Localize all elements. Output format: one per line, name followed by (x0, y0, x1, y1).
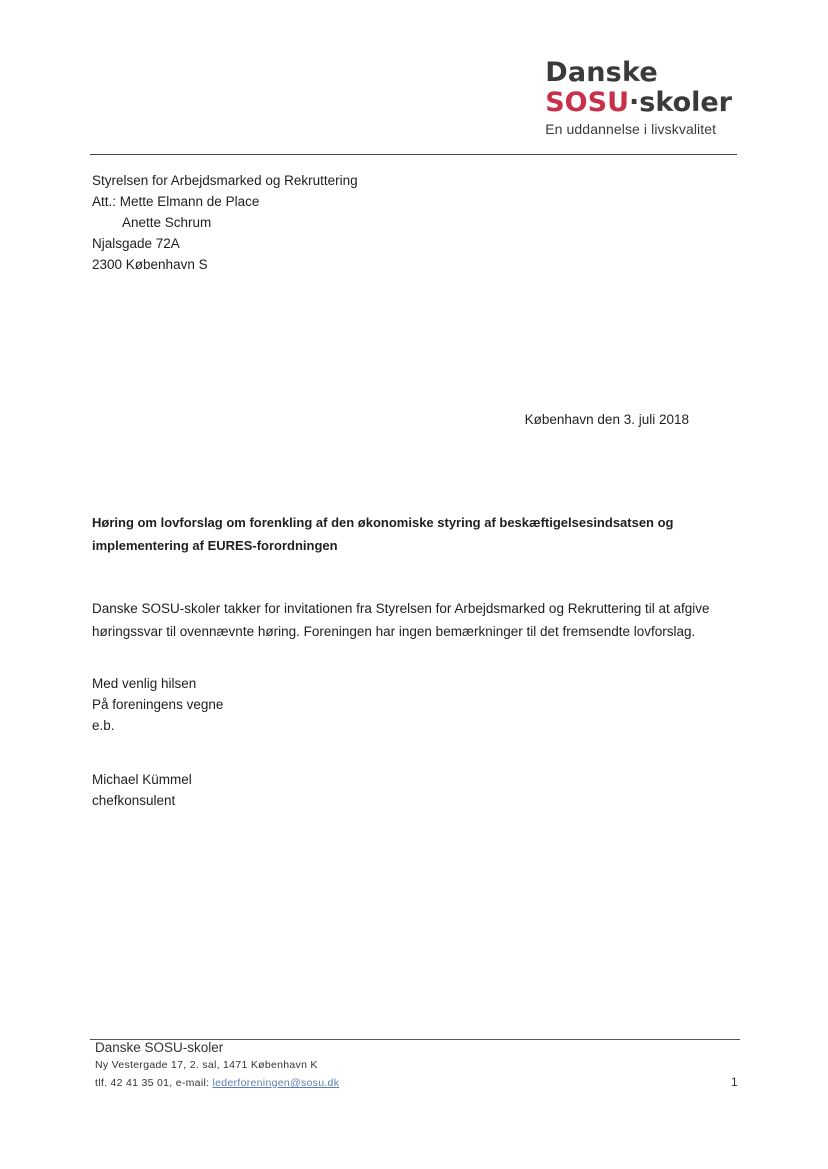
recipient-address-block (92, 170, 358, 275)
body-line-2: høringssvar til ovennævnte høring. Foreningen har ingen bemærkninger til det fremsendte lovforslag. (92, 624, 696, 639)
footer-email-link[interactable]: lederforeningen@sosu.dk (212, 1077, 340, 1089)
organization-logo (545, 58, 732, 137)
header-divider (90, 154, 737, 155)
letter-date: København den 3. juli 2018 (524, 412, 689, 427)
letter-closing (92, 673, 223, 736)
letter-signature (92, 769, 192, 811)
logo-wordmark-sosu-skoler (545, 88, 732, 118)
signer-title: chefkonsulent (92, 793, 176, 808)
recipient-city: 2300 København S (92, 257, 208, 272)
logo-skoler-text: skoler (639, 87, 732, 118)
closing-on-behalf: På foreningens vegne (92, 697, 224, 712)
footer-contact (95, 1077, 339, 1089)
footer-phone: tlf. 42 41 35 01, e-mail: (95, 1077, 213, 1089)
logo-tagline: En uddannelse i livskvalitet (545, 121, 717, 137)
footer-organization: Danske SOSU-skoler (95, 1040, 224, 1055)
subject-line-1: Høring om lovforslag om forenkling af den økonomiske styring af beskæftigelsesindsatsen og (92, 515, 674, 530)
signer-name: Michael Kümmel (92, 772, 192, 787)
letter-body (92, 597, 710, 643)
body-line-1: Danske SOSU-skoler takker for invitationen fra Styrelsen for Arbejdsmarked og Rekruttering til at afgive (92, 601, 710, 616)
page-number: 1 (731, 1075, 738, 1089)
recipient-att: Att.: Mette Elmann de Place (92, 194, 260, 209)
recipient-org: Styrelsen for Arbejdsmarked og Rekruttering (92, 173, 358, 188)
closing-eb: e.b. (92, 718, 115, 733)
closing-greeting: Med venlig hilsen (92, 676, 197, 691)
logo-wordmark-danske: Danske (545, 57, 658, 88)
footer-address: Ny Vestergade 17, 2. sal, 1471 København K (95, 1059, 318, 1071)
logo-dot: · (629, 87, 640, 118)
recipient-att-second: Anette Schrum (122, 215, 212, 230)
letter-subject (92, 511, 674, 557)
logo-sosu-text: SOSU (545, 87, 629, 118)
recipient-street: Njalsgade 72A (92, 236, 180, 251)
subject-line-2: implementering af EURES-forordningen (92, 538, 338, 553)
